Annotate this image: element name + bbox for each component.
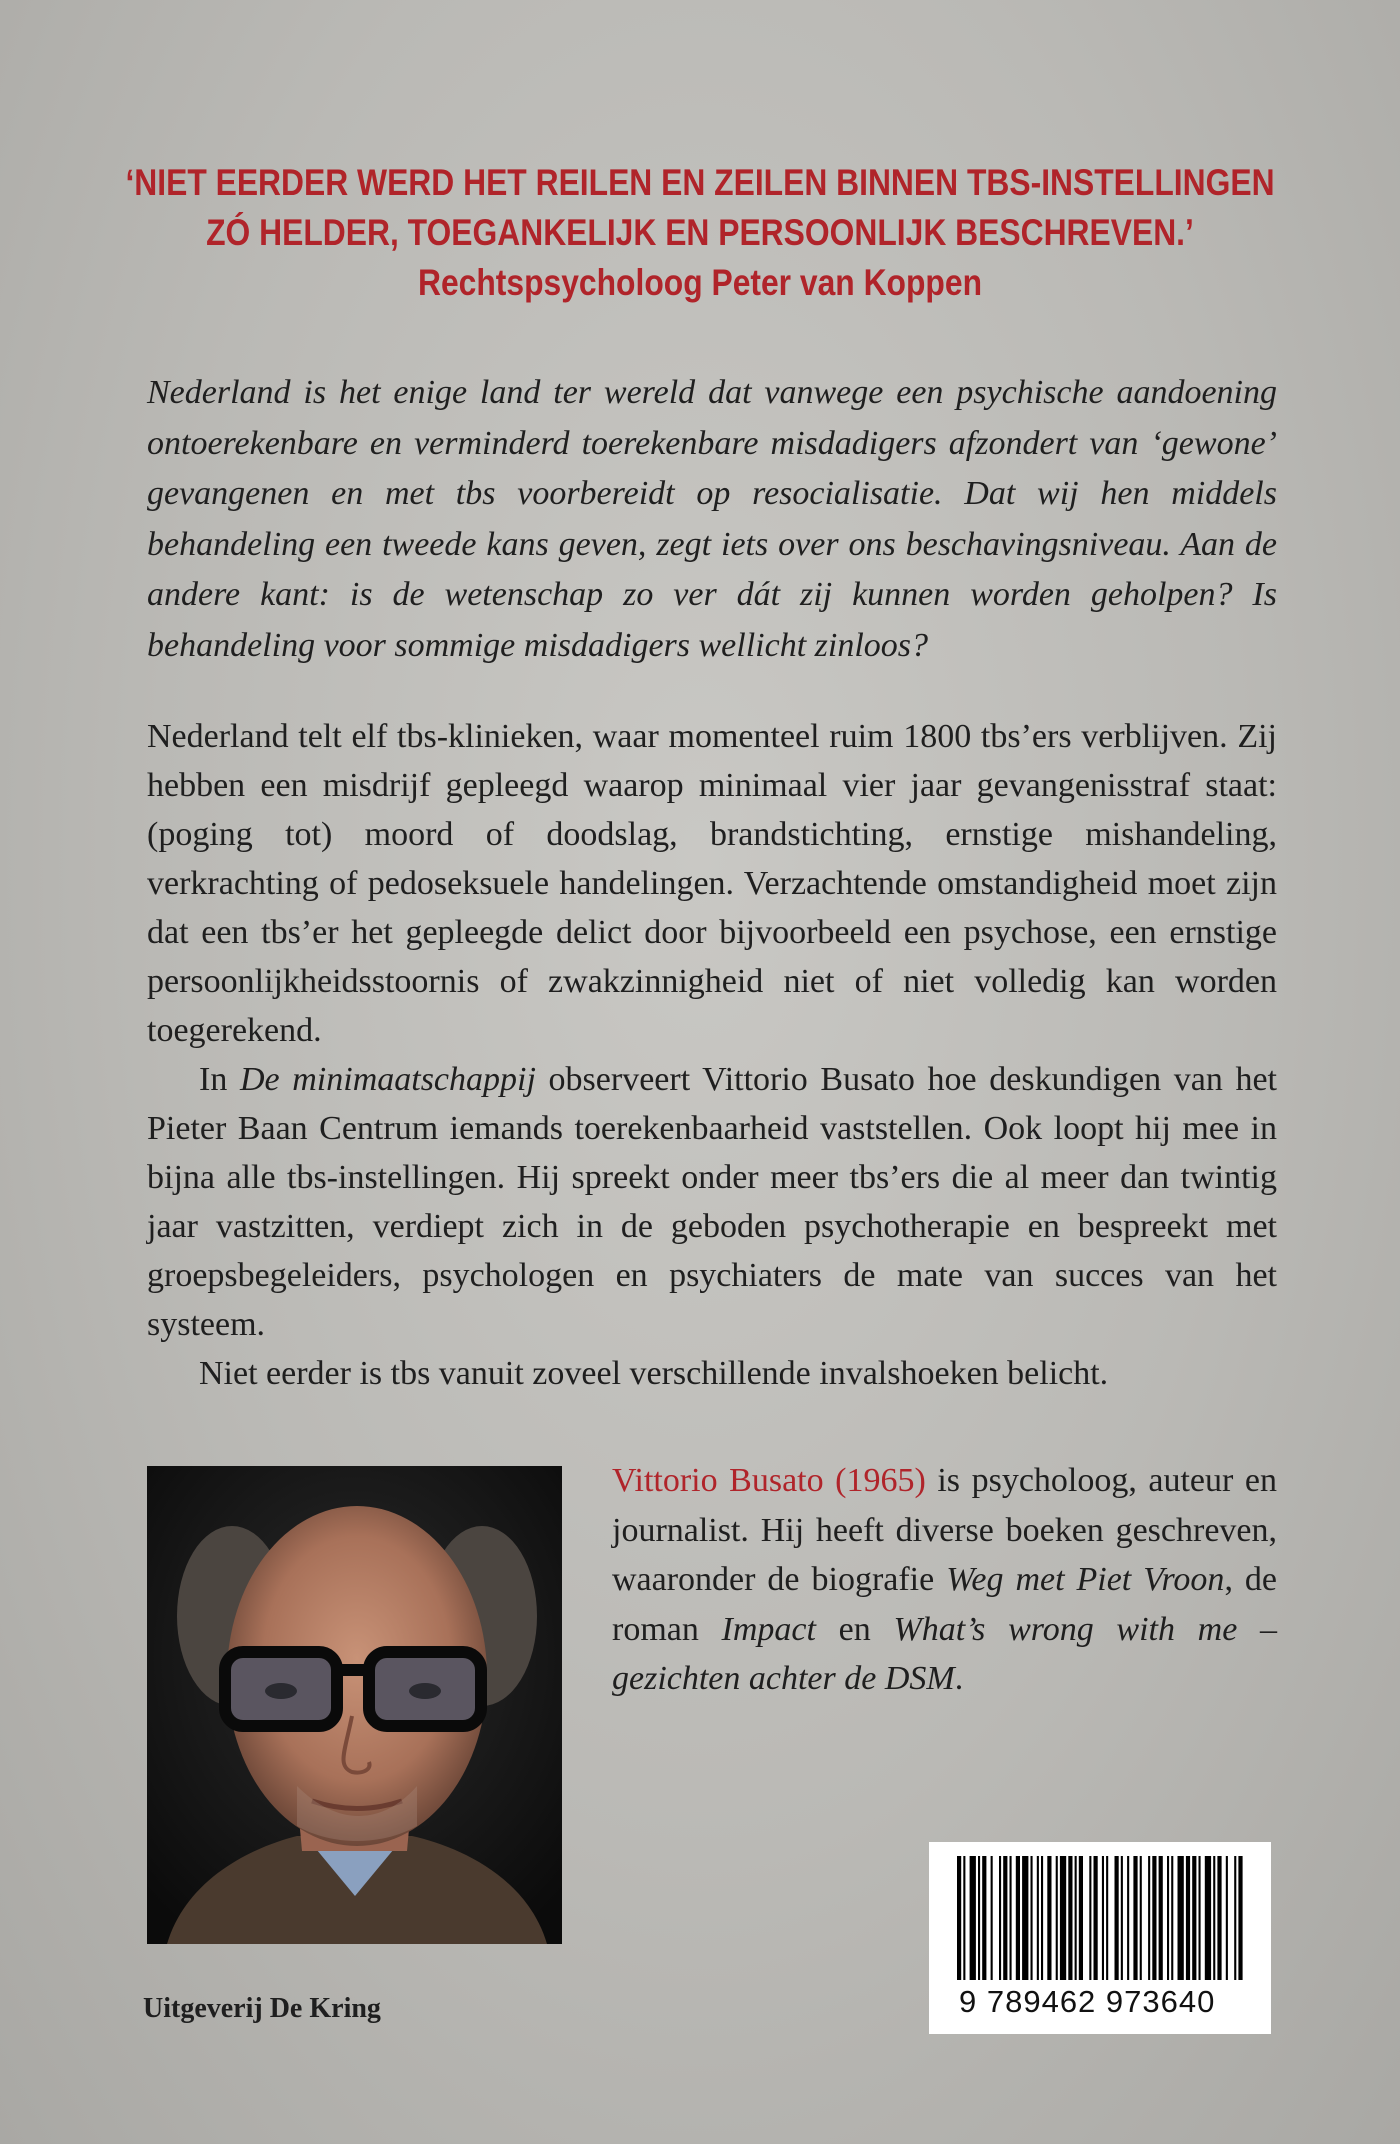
barcode-bar — [1159, 1856, 1163, 1980]
barcode-bar — [1226, 1856, 1228, 1980]
barcode-bar — [1121, 1856, 1123, 1980]
barcode-bar — [1133, 1856, 1137, 1980]
barcode-bar — [1056, 1856, 1058, 1980]
author-bio — [612, 1456, 1277, 1704]
bio-book-2: Impact — [721, 1610, 816, 1648]
bio-text-2: , de roman — [612, 1561, 1277, 1648]
barcode-bar — [1079, 1856, 1083, 1980]
barcode-bar — [1205, 1856, 1211, 1980]
barcode-bar — [991, 1856, 993, 1980]
barcode-bar — [1171, 1856, 1173, 1980]
barcode-bar — [1037, 1856, 1039, 1980]
p2-lead: In — [199, 1061, 240, 1098]
barcode-bar — [1213, 1856, 1215, 1980]
p2-rest: observeert Vittorio Busato hoe deskundigen van het Pieter Baan Centrum iemands toerekenbaarheid vaststellen. Ook loopt hij mee in bijna alle tbs-instellingen. Hij spreekt onder meer tbs’ers die al meer dan twintig jaar vastzitten, verdiept zich in de geboden psychotherapie en bespreekt met groepsbegeleiders, psychologen en psychiaters de mate van succes van het systeem. — [147, 1061, 1278, 1343]
barcode-bar — [963, 1856, 965, 1980]
barcode-bar — [1148, 1856, 1150, 1980]
barcode-bar — [1178, 1856, 1184, 1980]
barcode-icon — [957, 1856, 1243, 1980]
isbn-number: 9 789462 973640 — [959, 1984, 1216, 2019]
barcode-bar — [1238, 1856, 1242, 1980]
description-text — [147, 712, 1277, 1398]
endorsement-quote — [98, 158, 1302, 308]
barcode-bar — [1186, 1856, 1190, 1980]
barcode-bar — [1022, 1856, 1028, 1980]
barcode-bar — [1047, 1856, 1051, 1980]
publisher-name: Uitgeverij De Kring — [143, 1993, 381, 2024]
bio-text-4: . — [954, 1660, 964, 1697]
description-paragraph-2 — [147, 1055, 1277, 1349]
barcode-bar — [1234, 1856, 1236, 1980]
barcode-bar — [1060, 1856, 1066, 1980]
barcode-bar — [1068, 1856, 1072, 1980]
barcode-bar — [1031, 1856, 1033, 1980]
barcode-bar — [1089, 1856, 1091, 1980]
bio-book-3: What’s wrong with me – gezichten achter de DSM — [612, 1610, 1277, 1697]
book-title: De minimaatschappij — [239, 1061, 536, 1098]
barcode-panel — [929, 1842, 1271, 2034]
author-photo — [147, 1466, 562, 1944]
intro-paragraph: Nederland is het enige land ter wereld dat vanwege een psychische aandoening ontoerekenbare en verminderd toerekenbare misdadigers afzondert van ‘gewone’ gevangenen en met tbs voorbereidt op resocialisatie. Dat wij hen middels behandeling een tweede kans geven, zegt iets over ons beschavingsniveau. Aan de andere kant: is de wetenschap zo ver dát zij kunnen worden geholpen? Is behandeling voor sommige misdadigers wellicht zinloos? — [147, 374, 1277, 664]
description-paragraph-1: Nederland telt elf tbs-klinieken, waar momenteel ruim 1800 tbs’ers verblijven. Zij hebben een misdrijf gepleegd waarop minimaal vier jaar gevangenisstraf staat: (poging tot) moord of doodslag, brandstichting, ernstige mishandeling, verkrachting of pedoseksuele handelingen. Verzachtende omstandigheid moet zijn dat een tbs’er het gepleegde delict door bijvoorbeeld een psychose, een ernstige persoonlijkheidsstoornis of zwakzinnigheid niet of niet volledig kan worden toegerekend. — [147, 718, 1277, 1049]
bio-text-1: is psycholoog, auteur en journalist. Hij heeft diverse boeken geschreven, waaronder de biografie — [612, 1462, 1277, 1598]
barcode-bar — [1075, 1856, 1077, 1980]
bio-text-3: en — [815, 1610, 894, 1648]
barcode-bar — [1199, 1856, 1201, 1980]
description-paragraph-3: Niet eerder is tbs vanuit zoveel verschillende invalshoeken belicht. — [199, 1355, 1109, 1392]
quote-line-1: ‘NIET EERDER WERD HET REILEN EN ZEILEN BINNEN TBS-INSTELLINGEN — [125, 162, 1275, 203]
barcode-bar — [1127, 1856, 1129, 1980]
barcode-bar — [1041, 1856, 1043, 1980]
barcode-bar — [1140, 1856, 1142, 1980]
bio-book-1: Weg met Piet Vroon — [946, 1561, 1225, 1598]
quote-line-2: ZÓ HELDER, TOEGANKELIJK EN PERSOONLIJK BESCHREVEN.’ — [206, 212, 1194, 253]
barcode-bar — [1152, 1856, 1156, 1980]
barcode-bar — [978, 1856, 980, 1980]
barcode-bar — [1094, 1856, 1098, 1980]
barcode-bar — [1016, 1856, 1020, 1980]
barcode-bar — [999, 1856, 1001, 1980]
author-name: Vittorio Busato (1965) — [612, 1462, 926, 1499]
barcode-bar — [1010, 1856, 1012, 1980]
barcode-bar — [982, 1856, 986, 1980]
barcode-bar — [1115, 1856, 1119, 1980]
barcode-bar — [1192, 1856, 1196, 1980]
barcode-bar — [970, 1856, 976, 1980]
barcode-bar — [1003, 1856, 1007, 1980]
barcode-bar — [1167, 1856, 1169, 1980]
quote-attribution: Rechtspsycholoog Peter van Koppen — [417, 262, 983, 303]
author-portrait-image — [147, 1466, 562, 1944]
barcode-bar — [1102, 1856, 1104, 1980]
barcode-bar — [1217, 1856, 1221, 1980]
barcode-bar — [957, 1856, 961, 1980]
barcode-bar — [1106, 1856, 1108, 1980]
